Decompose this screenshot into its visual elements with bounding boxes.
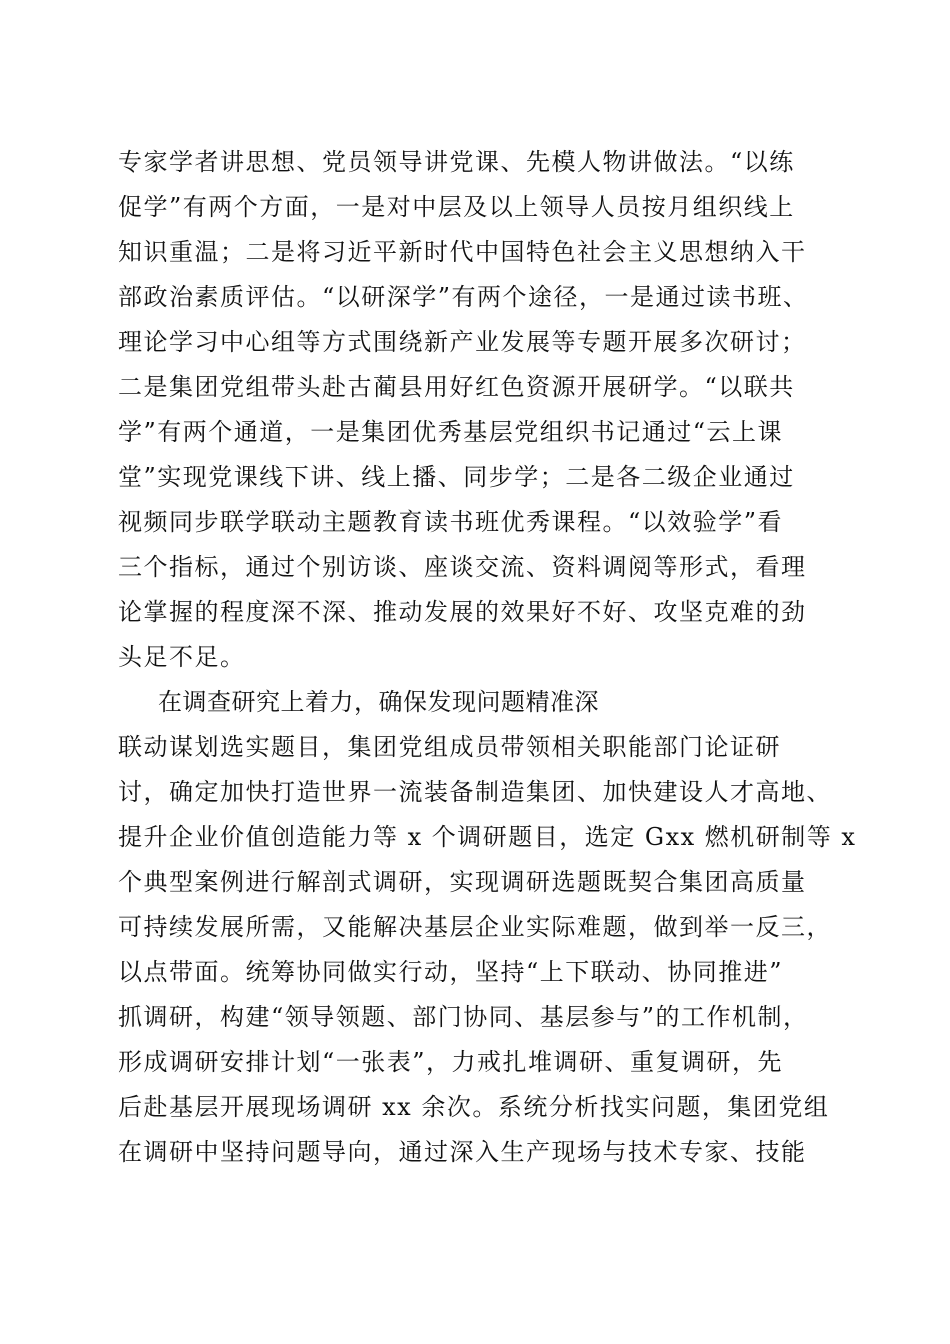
- paragraph-2-line-8: 形成调研安排计划“一张表”，力戒扎堆调研、重复调研，先: [118, 1048, 784, 1076]
- paragraph-2-line-3: 提升企业价值创造能力等 x 个调研题目，选定 Gxx 燃机研制等 x: [118, 823, 857, 851]
- paragraph-2-line-4: 个典型案例进行解剖式调研，实现调研选题既契合集团高质量: [118, 868, 807, 896]
- paragraph-2-line-9: 后赴基层开展现场调研 xx 余次。系统分析找实问题，集团党组: [118, 1093, 830, 1121]
- paragraph-2-line-7: 抓调研，构建“领导领题、部门协同、基层参与”的工作机制，: [118, 1003, 809, 1031]
- paragraph-1-line-5: 理论学习中心组等方式围绕新产业发展等专题开展多次研讨；: [118, 328, 807, 356]
- paragraph-1-line-10: 三个指标，通过个别访谈、座谈交流、资料调阅等形式，看理: [118, 553, 807, 581]
- paragraph-1-line-7: 学”有两个通道，一是集团优秀基层党组织书记通过“云上课: [118, 418, 784, 446]
- paragraph-2-line-5: 可持续发展所需，又能解决基层企业实际难题，做到举一反三，: [118, 913, 832, 941]
- paragraph-2-line-6: 以点带面。统筹协同做实行动，坚持“上下联动、协同推进”: [118, 958, 784, 986]
- paragraph-1-line-8: 堂”实现党课线下讲、线上播、同步学；二是各二级企业通过: [118, 463, 795, 491]
- paragraph-1-line-9: 视频同步联学联动主题教育读书班优秀课程。“以效验学”看: [118, 508, 784, 536]
- paragraph-1-line-11: 论掌握的程度深不深、推动发展的效果好不好、攻坚克难的劲: [118, 598, 807, 626]
- paragraph-2-line-10: 在调研中坚持问题导向，通过深入生产现场与技术专家、技能: [118, 1138, 807, 1166]
- paragraph-1-line-3: 知识重温；二是将习近平新时代中国特色社会主义思想纳入干: [118, 238, 807, 266]
- paragraph-1-line-12: 头足不足。: [118, 643, 246, 671]
- paragraph-1-line-6: 二是集团党组带头赴古蔺县用好红色资源开展研学。“以联共: [118, 373, 795, 401]
- paragraph-1-line-1: 专家学者讲思想、党员领导讲党课、先模人物讲做法。“以练: [118, 148, 795, 176]
- paragraph-1-line-2: 促学”有两个方面，一是对中层及以上领导人员按月组织线上: [118, 193, 795, 221]
- section-heading: 在调查研究上着力，确保发现问题精准深: [158, 688, 599, 716]
- paragraph-2-line-2: 讨，确定加快打造世界一流装备制造集团、加快建设人才高地、: [118, 778, 832, 806]
- paragraph-2-line-1: 联动谋划选实题目，集团党组成员带领相关职能部门论证研: [118, 733, 781, 761]
- paragraph-1-line-4: 部政治素质评估。“以研深学”有两个途径，一是通过读书班、: [118, 283, 809, 311]
